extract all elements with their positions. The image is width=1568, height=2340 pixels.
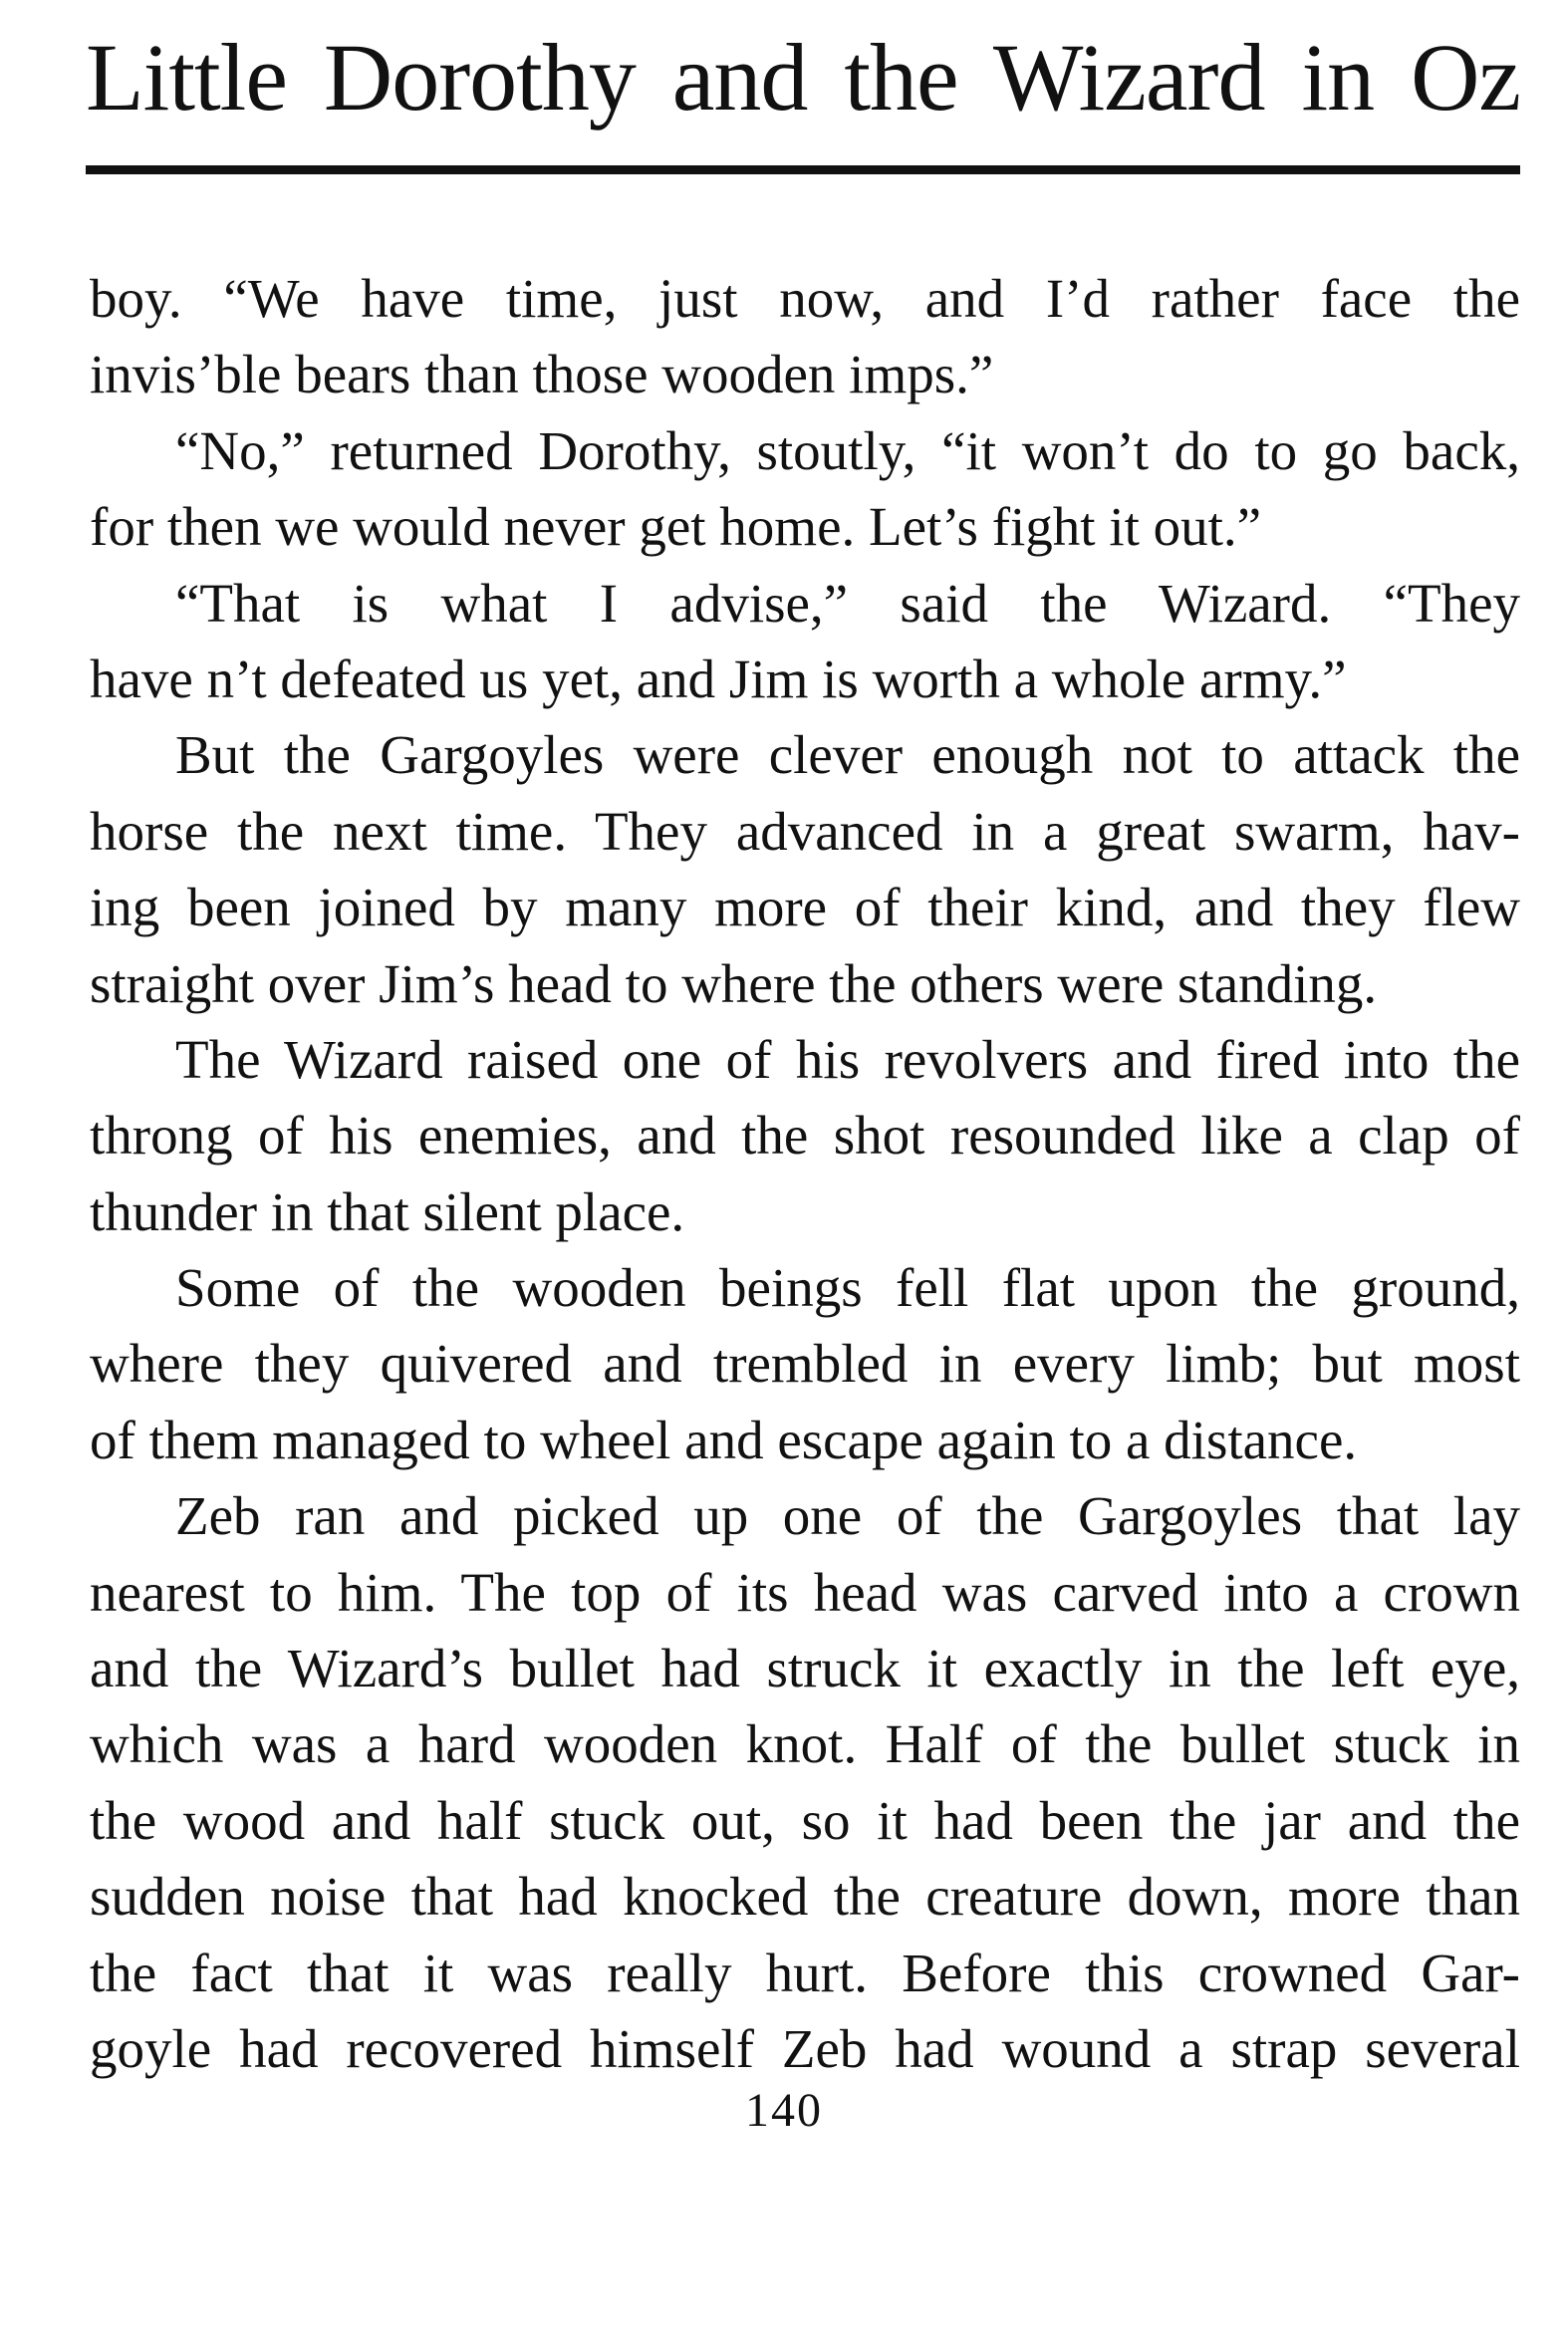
text-line: horse the next time. They advanced in a great swarm, hav- xyxy=(90,800,1520,862)
text-line: and the Wizard’s bullet had struck it exactly in the left eye, xyxy=(90,1638,1520,1699)
text-line: But the Gargoyles were clever enough not to attack the xyxy=(175,724,1520,786)
text-line: where they quivered and trembled in every limb; but most xyxy=(90,1333,1520,1395)
text-line: for then we would never get home. Let’s fight it out.” xyxy=(90,496,1262,558)
text-line: thunder in that silent place. xyxy=(90,1180,685,1242)
text-line: ing been joined by many more of their kind, and they flew xyxy=(90,877,1520,938)
paragraph xyxy=(90,413,1520,566)
title-rule xyxy=(86,165,1520,174)
text-line: boy. “We have time, just now, and I’d rather face the xyxy=(90,268,1520,329)
paragraph xyxy=(90,566,1520,718)
paragraph xyxy=(90,1022,1520,1250)
text-line: The Wizard raised one of his revolvers and fired into the xyxy=(175,1028,1520,1090)
text-line: “That is what I advise,” said the Wizard. “They xyxy=(175,572,1520,634)
text-line: Zeb ran and picked up one of the Gargoyles that lay xyxy=(175,1485,1520,1547)
body-text xyxy=(90,261,1520,2087)
text-line: which was a hard wooden knot. Half of the bullet stuck in xyxy=(90,1713,1520,1775)
paragraph xyxy=(90,261,1520,413)
text-line: “No,” returned Dorothy, stoutly, “it won’t do to go back, xyxy=(175,419,1520,481)
text-line: throng of his enemies, and the shot resounded like a clap of xyxy=(90,1105,1520,1167)
text-line: the wood and half stuck out, so it had been the jar and the xyxy=(90,1789,1520,1851)
text-line: goyle had recovered himself Zeb had wound a strap several xyxy=(90,2017,1520,2079)
text-line: straight over Jim’s head to where the others were standing. xyxy=(90,952,1378,1014)
running-title: Little Dorothy and the Wizard in Oz xyxy=(86,24,1520,130)
text-line: of them managed to wheel and escape again to a distance. xyxy=(90,1409,1358,1470)
paragraph xyxy=(90,1250,1520,1478)
text-line: invis’ble bears than those wooden imps.” xyxy=(90,344,994,405)
text-line: sudden noise that had knocked the creature down, more than xyxy=(90,1866,1520,1928)
paragraph xyxy=(90,717,1520,1022)
text-line: the fact that it was really hurt. Before this crowned Gar- xyxy=(90,1942,1520,2003)
text-line: Some of the wooden beings fell flat upon the ground, xyxy=(175,1257,1520,1319)
paragraph xyxy=(90,1478,1520,2087)
page-number: 140 xyxy=(745,2084,823,2137)
text-line: have n’t defeated us yet, and Jim is worth a whole army.” xyxy=(90,648,1347,709)
text-line: nearest to him. The top of its head was carved into a crown xyxy=(90,1561,1520,1623)
